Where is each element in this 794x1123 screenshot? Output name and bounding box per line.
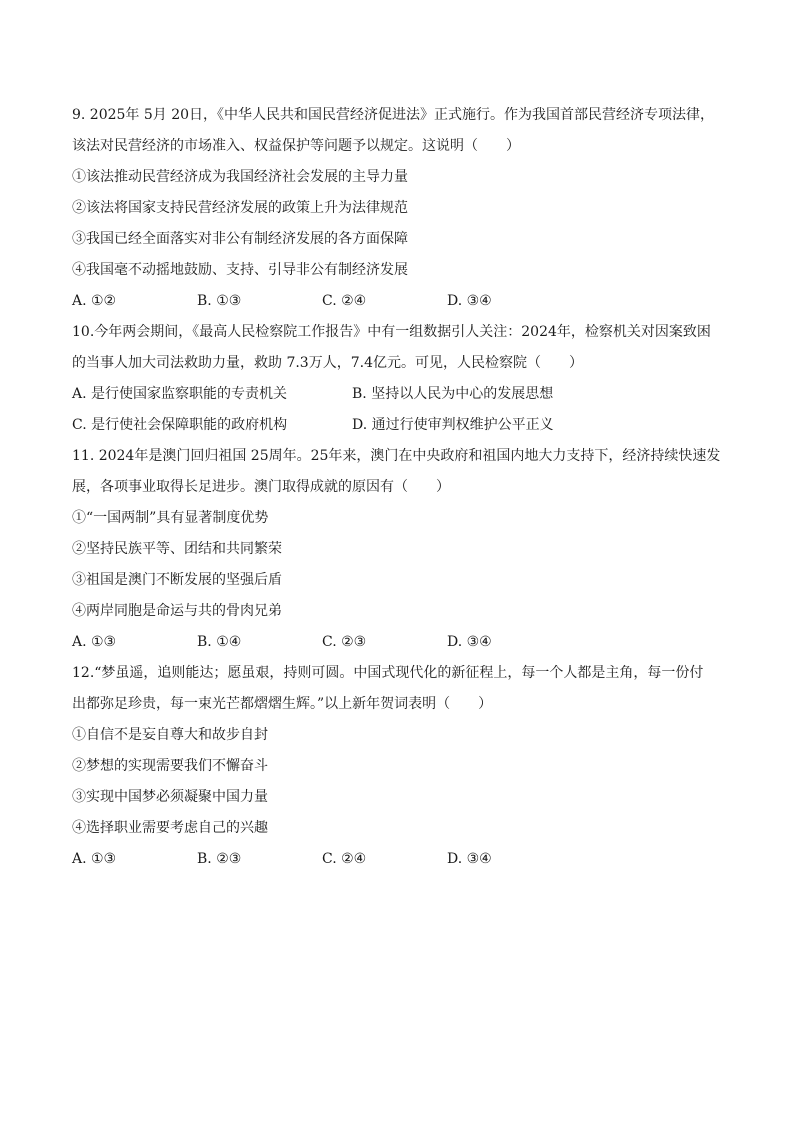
question-stem-line: 展，各项事业取得长足进步。澳门取得成就的原因有（ ） bbox=[72, 479, 450, 495]
choice-d[interactable]: D. 通过行使审判权维护公平正义 bbox=[352, 417, 554, 433]
statement-item: ④两岸同胞是命运与共的骨肉兄弟 bbox=[72, 603, 282, 619]
choice-c[interactable]: C. ②④ bbox=[322, 851, 367, 867]
statement-item: ④我国毫不动摇地鼓励、支持、引导非公有制经济发展 bbox=[72, 262, 408, 278]
choice-c[interactable]: C. ②④ bbox=[322, 293, 367, 309]
choice-a[interactable]: A. ①② bbox=[72, 293, 117, 309]
question-9 bbox=[72, 100, 722, 317]
question-stem-line: 的当事人加大司法救助力量，救助 7.3万人，7.4亿元。可见，人民检察院（ ） bbox=[72, 355, 583, 371]
choice-a[interactable]: A. ①③ bbox=[72, 634, 117, 650]
statement-item: ③祖国是澳门不断发展的坚强后盾 bbox=[72, 572, 282, 588]
choice-d[interactable]: D. ③④ bbox=[447, 634, 492, 650]
question-10 bbox=[72, 317, 722, 441]
choice-b[interactable]: B. ①③ bbox=[197, 293, 242, 309]
statement-item: ①“一国两制”具有显著制度优势 bbox=[72, 510, 269, 526]
choice-b[interactable]: B. ①④ bbox=[197, 634, 242, 650]
question-stem-line: 10.今年两会期间，《最高人民检察院工作报告》中有一组数据引人关注：2024年，检察机关对因案致困 bbox=[72, 324, 711, 340]
choice-c[interactable]: C. 是行使社会保障职能的政府机构 bbox=[72, 417, 288, 433]
statement-item: ②该法将国家支持民营经济发展的政策上升为法律规范 bbox=[72, 200, 408, 216]
choice-b[interactable]: B. 坚持以人民为中心的发展思想 bbox=[352, 386, 554, 402]
statement-item: ②梦想的实现需要我们不懈奋斗 bbox=[72, 758, 268, 774]
choice-d[interactable]: D. ③④ bbox=[447, 293, 492, 309]
statement-item: ④选择职业需要考虑自己的兴趣 bbox=[72, 820, 268, 836]
statement-item: ②坚持民族平等、团结和共同繁荣 bbox=[72, 541, 282, 557]
choice-c[interactable]: C. ②③ bbox=[322, 634, 367, 650]
choice-a[interactable]: A. 是行使国家监察职能的专责机关 bbox=[72, 386, 288, 402]
choice-a[interactable]: A. ①③ bbox=[72, 851, 117, 867]
answer-choices bbox=[72, 627, 722, 658]
answer-choices bbox=[72, 844, 722, 875]
answer-choices bbox=[72, 379, 722, 441]
question-stem-line: 12.“梦虽遥，追则能达；愿虽艰，持则可圆。中国式现代化的新征程上，每一个人都是主角，每一份付 bbox=[72, 665, 704, 681]
exam-page bbox=[72, 100, 722, 875]
question-stem-line: 出都弥足珍贵，每一束光芒都熠熠生辉。”以上新年贺词表明（ ） bbox=[72, 696, 493, 712]
question-stem-line: 11. 2024年是澳门回归祖国 25周年。25年来，澳门在中央政府和祖国内地大力支持下，经济持续快速发 bbox=[72, 448, 721, 464]
statement-item: ③实现中国梦必须凝聚中国力量 bbox=[72, 789, 268, 805]
question-stem-line: 该法对民营经济的市场准入、权益保护等问题予以规定。这说明（ ） bbox=[72, 138, 520, 154]
question-12 bbox=[72, 658, 722, 875]
question-11 bbox=[72, 441, 722, 658]
statement-item: ①自信不是妄自尊大和故步自封 bbox=[72, 727, 268, 743]
question-stem-line: 9. 2025年 5月 20日，《中华人民共和国民营经济促进法》正式施行。作为我国首部民营经济专项法律， bbox=[72, 107, 715, 123]
choice-b[interactable]: B. ②③ bbox=[197, 851, 242, 867]
answer-choices bbox=[72, 286, 722, 317]
statement-item: ①该法推动民营经济成为我国经济社会发展的主导力量 bbox=[72, 169, 408, 185]
statement-item: ③我国已经全面落实对非公有制经济发展的各方面保障 bbox=[72, 231, 408, 247]
choice-d[interactable]: D. ③④ bbox=[447, 851, 492, 867]
